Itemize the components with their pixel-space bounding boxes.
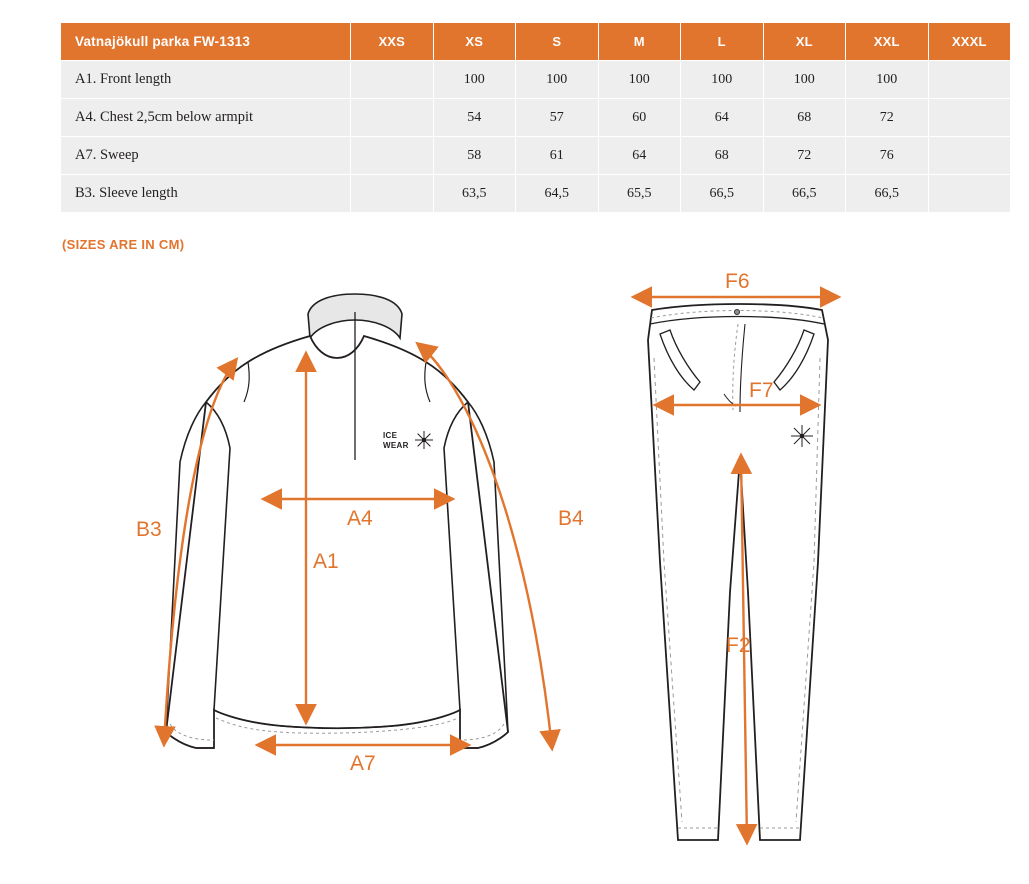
cell-a7-xs: 58 [433, 137, 516, 175]
pants-brand-snowflake-icon [791, 425, 813, 447]
column-header-l: L [681, 23, 764, 61]
jacket-illustration [136, 294, 584, 775]
cell-a1-l: 100 [681, 61, 764, 99]
column-header-xxs: XXS [351, 23, 434, 61]
brand-label-line2: WEAR [383, 441, 409, 450]
table-row [61, 99, 1011, 137]
pants-illustration [634, 270, 838, 842]
cell-a4-xxs [351, 99, 434, 137]
cell-a1-xxs [351, 61, 434, 99]
cell-b3-xxl: 66,5 [846, 175, 929, 213]
table-row [61, 175, 1011, 213]
units-note: (SIZES ARE IN CM) [62, 237, 185, 252]
pants-waist-button [734, 309, 739, 314]
measure-label-b4: B4 [558, 507, 584, 530]
brand-snowflake-icon [415, 431, 433, 449]
row-label-a1: A1. Front length [61, 61, 351, 99]
column-header-m: M [598, 23, 681, 61]
cell-a4-xs: 54 [433, 99, 516, 137]
measure-label-a4: A4 [347, 507, 373, 530]
cell-a1-xxl: 100 [846, 61, 929, 99]
table-header [61, 23, 1011, 61]
column-header-xxxl: XXXL [928, 23, 1011, 61]
row-label-a7: A7. Sweep [61, 137, 351, 175]
cell-a4-m: 60 [598, 99, 681, 137]
measure-label-f2: F2 [726, 634, 751, 657]
measure-label-b3: B3 [136, 518, 162, 541]
size-chart-table-wrapper [60, 22, 1010, 213]
column-header-xl: XL [763, 23, 846, 61]
brand-label-line1: ICE [383, 431, 398, 440]
measure-label-f7: F7 [749, 379, 774, 402]
jacket-body-outline [166, 336, 508, 748]
size-chart-table [60, 22, 1011, 213]
cell-a1-m: 100 [598, 61, 681, 99]
cell-b3-xxs [351, 175, 434, 213]
cell-a4-xl: 68 [763, 99, 846, 137]
cell-a7-m: 64 [598, 137, 681, 175]
pants-outline [648, 304, 828, 840]
measurement-diagrams [0, 262, 1029, 882]
row-label-b3: B3. Sleeve length [61, 175, 351, 213]
table-row [61, 137, 1011, 175]
measure-label-f6: F6 [725, 270, 750, 293]
table-body [61, 61, 1011, 213]
diagram-svg [0, 262, 1029, 882]
cell-a4-l: 64 [681, 99, 764, 137]
cell-a7-l: 68 [681, 137, 764, 175]
cell-b3-s: 64,5 [516, 175, 599, 213]
cell-a4-xxxl [928, 99, 1011, 137]
column-header-s: S [516, 23, 599, 61]
measure-label-a7: A7 [350, 752, 376, 775]
cell-a1-s: 100 [516, 61, 599, 99]
cell-a7-xxxl [928, 137, 1011, 175]
measure-label-a1: A1 [313, 550, 339, 573]
cell-a7-s: 61 [516, 137, 599, 175]
cell-b3-xl: 66,5 [763, 175, 846, 213]
column-header-xs: XS [433, 23, 516, 61]
cell-a7-xl: 72 [763, 137, 846, 175]
table-title-cell: Vatnajökull parka FW-1313 [61, 23, 351, 61]
cell-a1-xs: 100 [433, 61, 516, 99]
cell-b3-xs: 63,5 [433, 175, 516, 213]
table-row [61, 61, 1011, 99]
cell-b3-l: 66,5 [681, 175, 764, 213]
cell-a1-xl: 100 [763, 61, 846, 99]
cell-a7-xxs [351, 137, 434, 175]
cell-a4-xxl: 72 [846, 99, 929, 137]
row-label-a4: A4. Chest 2,5cm below armpit [61, 99, 351, 137]
cell-a4-s: 57 [516, 99, 599, 137]
cell-b3-m: 65,5 [598, 175, 681, 213]
cell-a7-xxl: 76 [846, 137, 929, 175]
table-header-row [61, 23, 1011, 61]
cell-b3-xxxl [928, 175, 1011, 213]
cell-a1-xxxl [928, 61, 1011, 99]
column-header-xxl: XXL [846, 23, 929, 61]
